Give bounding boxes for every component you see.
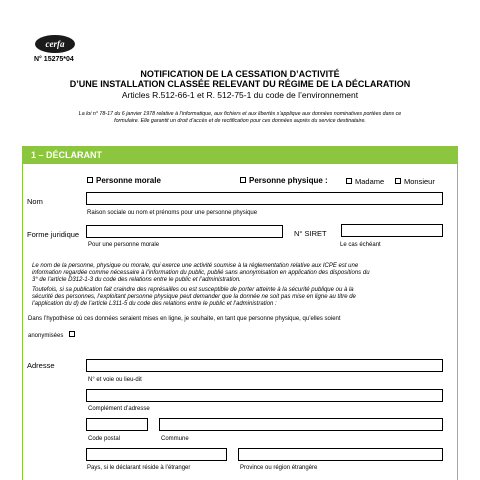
code-postal-caption: Code postal <box>88 436 121 442</box>
siret-caption: Le cas échéant <box>340 242 381 248</box>
nom-label: Nom <box>27 197 43 206</box>
option-personne-physique[interactable] <box>240 176 328 185</box>
notice-line1: Le nom de la personne, physique ou morale, qui exerce une activité soumise à la réglementation relative aux ICPE est une <box>32 263 359 269</box>
anonymisation-line1: Dans l’hypothèse où ces données seraient mises en ligne, je souhaite, en tant que personne physique, qu’elles soient <box>28 316 341 322</box>
nom-caption: Raison sociale ou nom et prénoms pour une personne physique <box>87 210 258 216</box>
siret-field[interactable] <box>341 224 443 237</box>
section-title-bar: 1 – DÉCLARANT <box>23 147 457 164</box>
notice-line5: sécurité des personnes, l’exploitant personne physique peut demander que la donnée ne soit pas mise en ligne au titre de <box>32 294 356 300</box>
anonymisation-label: anonymisées <box>28 333 64 339</box>
pays-caption: Pays, si le déclarant réside à l’étranger <box>87 465 191 471</box>
form-number: N° 15275*04 <box>34 56 74 63</box>
form-title-line2: D’UNE INSTALLATION CLASSÉE RELEVANT DU RÉGIME DE LA DÉCLARATION <box>69 79 411 89</box>
province-caption: Province ou région étrangère <box>240 465 318 471</box>
forme-juridique-caption: Pour une personne morale <box>88 242 160 248</box>
form-title-line1: NOTIFICATION DE LA CESSATION D’ACTIVITÉ <box>140 69 340 79</box>
forme-juridique-field[interactable] <box>86 225 283 238</box>
option-personne-morale[interactable] <box>87 176 161 185</box>
notice-line6: l’application du d) de l’article L311-5 du code des relations entre le public et l’administration : <box>32 301 277 307</box>
commune-field[interactable] <box>159 418 443 431</box>
notice-line4: Toutefois, si sa publication fait craindre des représailles ou est susceptible de porter atteinte à la sécurité publique ou à la <box>32 287 354 293</box>
madame-label: Madame <box>355 177 385 186</box>
notice-line2: information regardée comme nécessaire à l’information du public, publié sans anonymisation en application des dispositions du <box>32 270 370 276</box>
legal-notice-line2: formulaire. Elle garantit un droit d’accès et de rectification pour ces données auprès du service destinataire. <box>114 118 366 124</box>
pays-field[interactable] <box>86 448 227 461</box>
voie-field[interactable] <box>86 359 443 372</box>
cerfa-logo-text: cerfa <box>45 39 65 49</box>
complement-caption: Complément d’adresse <box>88 406 150 412</box>
anonymisation-checkbox[interactable] <box>69 331 75 337</box>
siret-label: N° SIRET <box>294 229 327 238</box>
option-madame[interactable] <box>346 177 384 186</box>
forme-juridique-label: Forme juridique <box>27 230 80 239</box>
legal-notice-line1: La loi n° 78-17 du 6 janvier 1978 relative à l’informatique, aux fichiers et aux libertés s’applique aux données nominatives portées dans ce <box>78 111 402 117</box>
nom-field[interactable] <box>86 192 443 205</box>
notice-line3: 3° de l’article D312-1-3 du code des relations entre le public et l’administration. <box>32 277 241 283</box>
province-field[interactable] <box>238 448 443 461</box>
option-monsieur[interactable] <box>395 177 435 186</box>
anonymisation-option[interactable] <box>28 331 78 340</box>
voie-caption: N° et voie ou lieu-dit <box>88 377 142 383</box>
personne-physique-checkbox[interactable] <box>240 177 246 183</box>
madame-checkbox[interactable] <box>346 178 352 184</box>
code-postal-field[interactable] <box>86 418 148 431</box>
cerfa-logo <box>35 35 75 53</box>
form-subtitle: Articles R.512-66-1 et R. 512-75-1 du code de l’environnement <box>121 90 359 100</box>
monsieur-checkbox[interactable] <box>395 178 401 184</box>
complement-field[interactable] <box>86 389 443 402</box>
personne-morale-label: Personne morale <box>96 176 161 185</box>
personne-morale-checkbox[interactable] <box>87 177 93 183</box>
personne-physique-label: Personne physique : <box>249 176 328 185</box>
adresse-label: Adresse <box>27 361 55 370</box>
monsieur-label: Monsieur <box>404 177 435 186</box>
commune-caption: Commune <box>161 436 189 442</box>
